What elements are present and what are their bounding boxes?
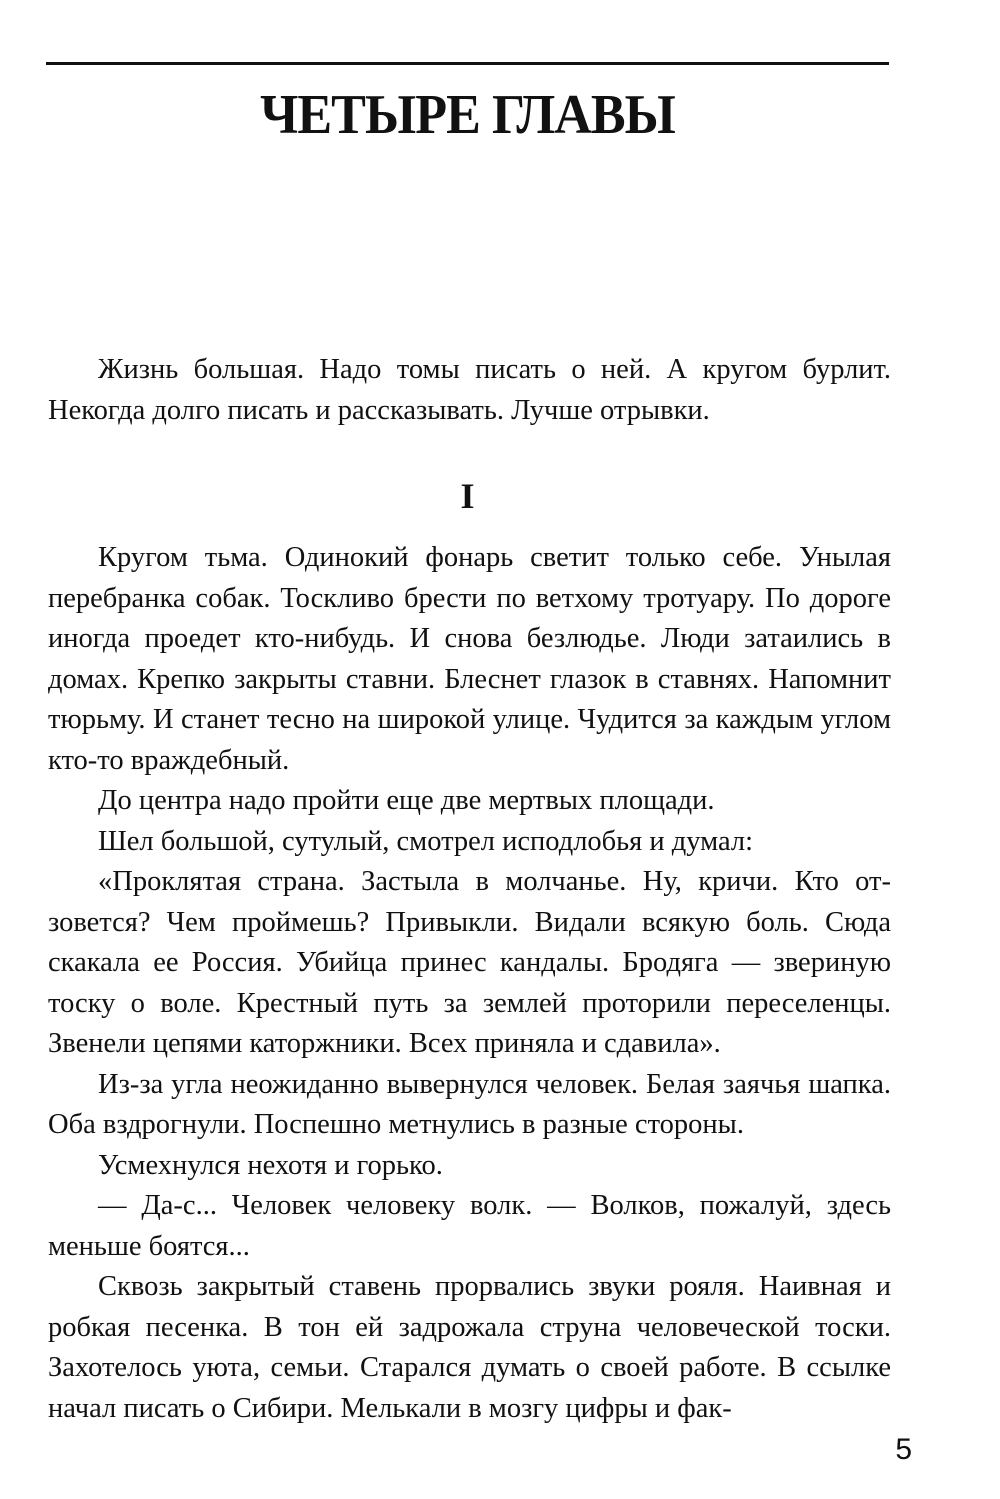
top-rule <box>46 62 889 65</box>
chapter-text <box>48 538 891 1429</box>
page-title: ЧЕТЫРЕ ГЛАВЫ <box>260 84 675 146</box>
epigraph: Жизнь большая. Надо томы писать о ней. А кругом бурлит. Некогда долго писать и рассказывать. Лучше отрывки. <box>48 354 891 426</box>
chapter-number: I <box>460 476 475 516</box>
paragraph: Из-за угла неожиданно вывернулся человек. Белая заячья шапка. Оба вздрогнули. Поспешно метнулись в разные стороны. <box>48 1068 891 1140</box>
paragraph: — Да-с... Человек человеку волк. — Волков, пожалуй, здесь меньше боятся... <box>48 1190 891 1262</box>
paragraph: Кругом тьма. Одинокий фонарь светит только себе. Унылая перебранка собак. Тоскливо брести по ветхому тротуару. По дороге иногда проедет кто-нибудь. И снова безлюдье. Люди затаились в домах. Крепко закрыты ставни. Блеснет глазок в ставнях. Напомнит тюрьму. И станет тесно на широкой улице. Чудится за каждым углом кто-то враждебный. <box>48 542 891 776</box>
paragraph: До центра надо пройти еще две мертвых площади. <box>98 785 715 816</box>
paragraph: «Проклятая страна. Застыла в молчанье. Ну, кричи. Кто отзовется? Чем проймешь? Привыкли. Видали всякую боль. Сюда скакала ее Россия. Убийца принес кандалы. Бродяга — звериную тоску о воле. Крестный путь за землей проторили переселенцы. Звенели цепями каторжники. Всех приняла и сдавила». <box>48 866 891 1059</box>
paragraph: Усмехнулся нехотя и горько. <box>98 1149 443 1181</box>
page-number: 5 <box>895 1433 912 1466</box>
paragraph: Сквозь закрытый ставень прорвались звуки рояля. Наивная и робкая песенка. В тон ей задрожала струна человеческой тоски. Захотелось уюта, семьи. Старался думать о своей работе. В ссылке начал писать о Сибири. Мелькали в мозгу цифры и фак- <box>48 1271 891 1424</box>
paragraph: Шел большой, сутулый, смотрел исподлобья и думал: <box>98 825 754 857</box>
